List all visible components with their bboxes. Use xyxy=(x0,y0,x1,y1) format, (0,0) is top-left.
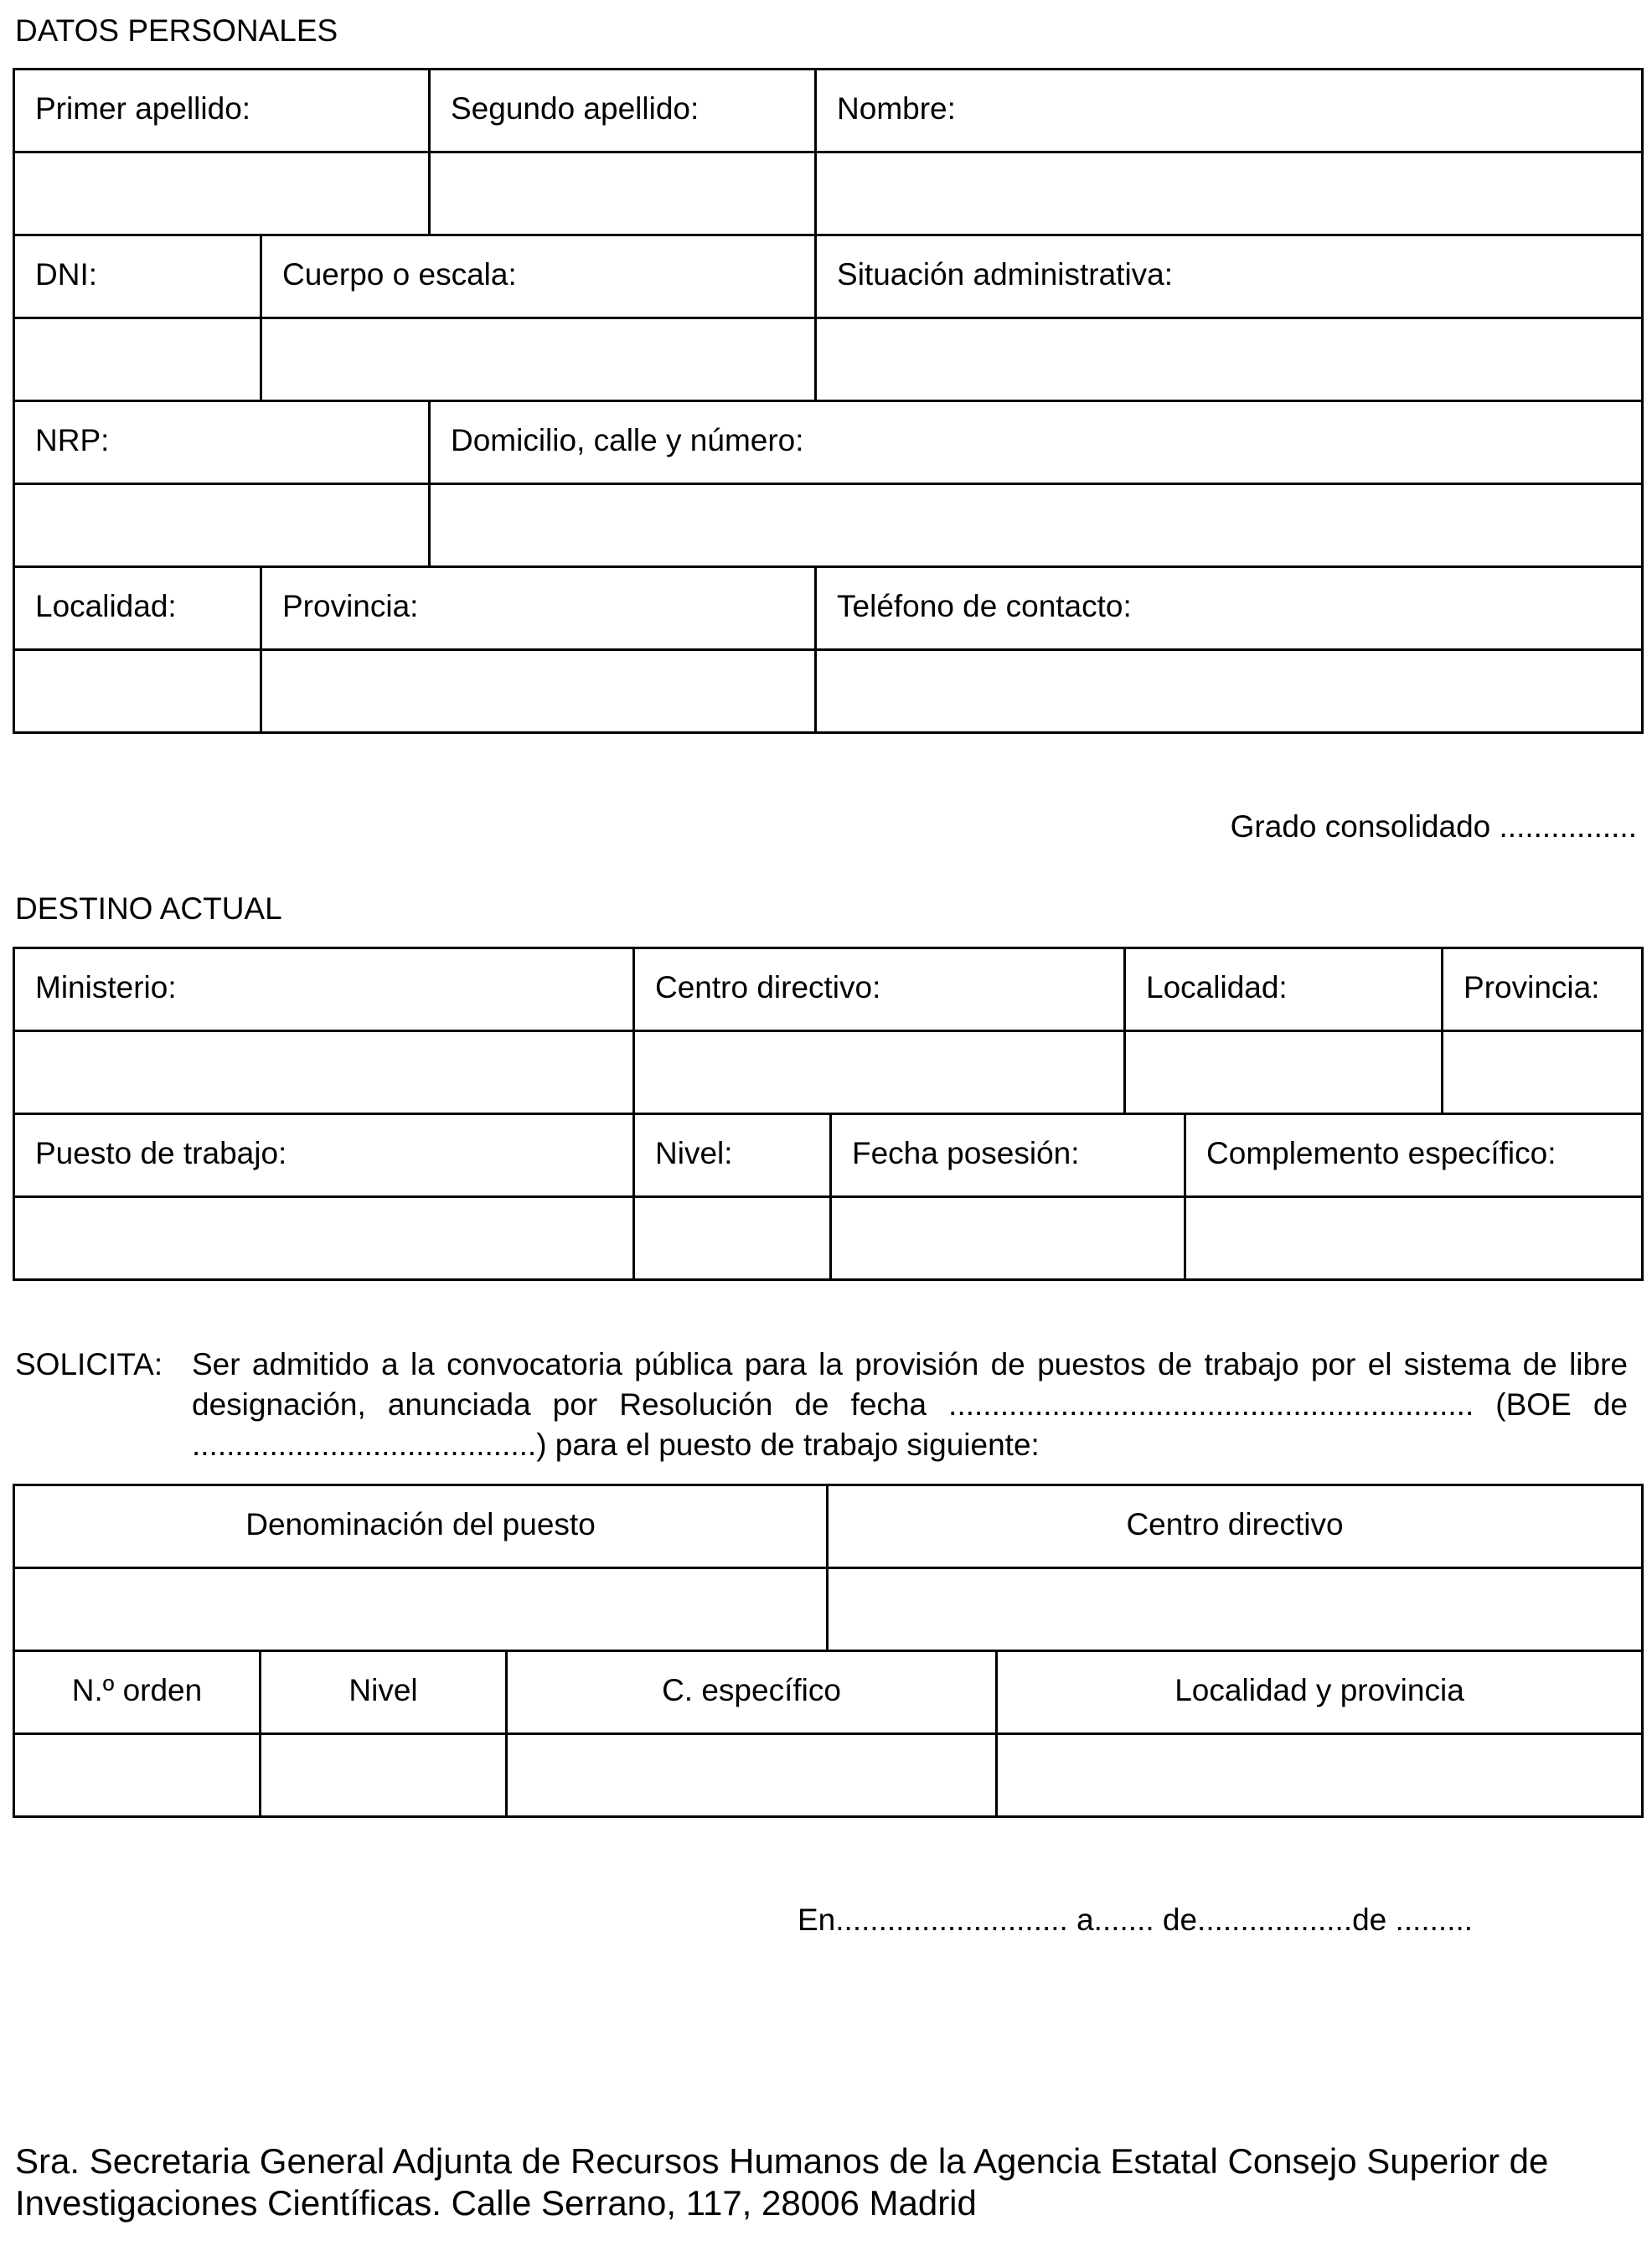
segundo-apellido-label: Segundo apellido: xyxy=(430,70,816,152)
dni-field[interactable] xyxy=(14,318,261,401)
puesto-trabajo-field[interactable] xyxy=(14,1197,634,1280)
section-title-destino-actual: DESTINO ACTUAL xyxy=(15,891,282,926)
nombre-field[interactable] xyxy=(816,152,1643,235)
puesto-solicitado-table xyxy=(13,1484,1644,1818)
ministerio-label: Ministerio: xyxy=(14,948,634,1031)
nivel-header: Nivel xyxy=(261,1651,507,1734)
situacion-administrativa-label: Situación administrativa: xyxy=(816,235,1643,318)
destino-provincia-label: Provincia: xyxy=(1443,948,1643,1031)
provincia-field[interactable] xyxy=(261,650,816,733)
situacion-administrativa-field[interactable] xyxy=(816,318,1643,401)
c-especifico-field[interactable] xyxy=(507,1734,997,1817)
complemento-especifico-label: Complemento específico: xyxy=(1185,1114,1643,1197)
primer-apellido-field[interactable] xyxy=(14,152,430,235)
puesto-trabajo-label: Puesto de trabajo: xyxy=(14,1114,634,1197)
dni-label: DNI: xyxy=(14,235,261,318)
solicita-paragraph xyxy=(15,1345,1628,1465)
cuerpo-escala-field[interactable] xyxy=(261,318,816,401)
complemento-especifico-field[interactable] xyxy=(1185,1197,1643,1280)
denominacion-puesto-field[interactable] xyxy=(14,1568,828,1651)
nivel-field-solicitado[interactable] xyxy=(261,1734,507,1817)
destino-actual-table xyxy=(13,947,1644,1281)
provincia-label: Provincia: xyxy=(261,567,816,650)
cuerpo-escala-label: Cuerpo o escala: xyxy=(261,235,816,318)
denominacion-puesto-header: Denominación del puesto xyxy=(14,1485,828,1568)
lugar-fecha: En........................... a....... de..................de ......... xyxy=(798,1903,1474,1937)
localidad-field[interactable] xyxy=(14,650,261,733)
centro-directivo-header: Centro directivo xyxy=(828,1485,1643,1568)
localidad-provincia-field[interactable] xyxy=(997,1734,1643,1817)
grado-consolidado: Grado consolidado ................ xyxy=(1230,809,1637,844)
centro-directivo-field-solicitado[interactable] xyxy=(828,1568,1643,1651)
orden-field[interactable] xyxy=(14,1734,261,1817)
fecha-posesion-label: Fecha posesión: xyxy=(831,1114,1185,1197)
destino-provincia-field[interactable] xyxy=(1443,1031,1643,1114)
centro-directivo-label: Centro directivo: xyxy=(634,948,1125,1031)
orden-header: N.º orden xyxy=(14,1651,261,1734)
telefono-field[interactable] xyxy=(816,650,1643,733)
datos-personales-table xyxy=(13,68,1644,734)
primer-apellido-label: Primer apellido: xyxy=(14,70,430,152)
telefono-label: Teléfono de contacto: xyxy=(816,567,1643,650)
destinatario: Sra. Secretaria General Adjunta de Recursos Humanos de la Agencia Estatal Consejo Superior de Investigaciones Científicas. Calle Serrano, 117, 28006 Madrid xyxy=(15,2141,1549,2223)
c-especifico-header: C. específico xyxy=(507,1651,997,1734)
section-title-datos-personales: DATOS PERSONALES xyxy=(15,13,338,48)
nrp-label: NRP: xyxy=(14,401,430,484)
destino-localidad-label: Localidad: xyxy=(1125,948,1443,1031)
nivel-label: Nivel: xyxy=(634,1114,831,1197)
destino-localidad-field[interactable] xyxy=(1125,1031,1443,1114)
localidad-provincia-header: Localidad y provincia xyxy=(997,1651,1643,1734)
ministerio-field[interactable] xyxy=(14,1031,634,1114)
domicilio-field[interactable] xyxy=(430,484,1643,567)
fecha-posesion-field[interactable] xyxy=(831,1197,1185,1280)
solicita-text: Ser admitido a la convocatoria pública para la provisión de puestos de trabajo por el sistema de libre designación, anunciada por Resolución de fecha ............................................................. (BOE de ........................................) para el puesto de trabajo siguiente: xyxy=(192,1347,1628,1462)
centro-directivo-field[interactable] xyxy=(634,1031,1125,1114)
domicilio-label: Domicilio, calle y número: xyxy=(430,401,1643,484)
localidad-label: Localidad: xyxy=(14,567,261,650)
segundo-apellido-field[interactable] xyxy=(430,152,816,235)
nivel-field[interactable] xyxy=(634,1197,831,1280)
solicita-label: SOLICITA: xyxy=(15,1347,163,1381)
nombre-label: Nombre: xyxy=(816,70,1643,152)
nrp-field[interactable] xyxy=(14,484,430,567)
